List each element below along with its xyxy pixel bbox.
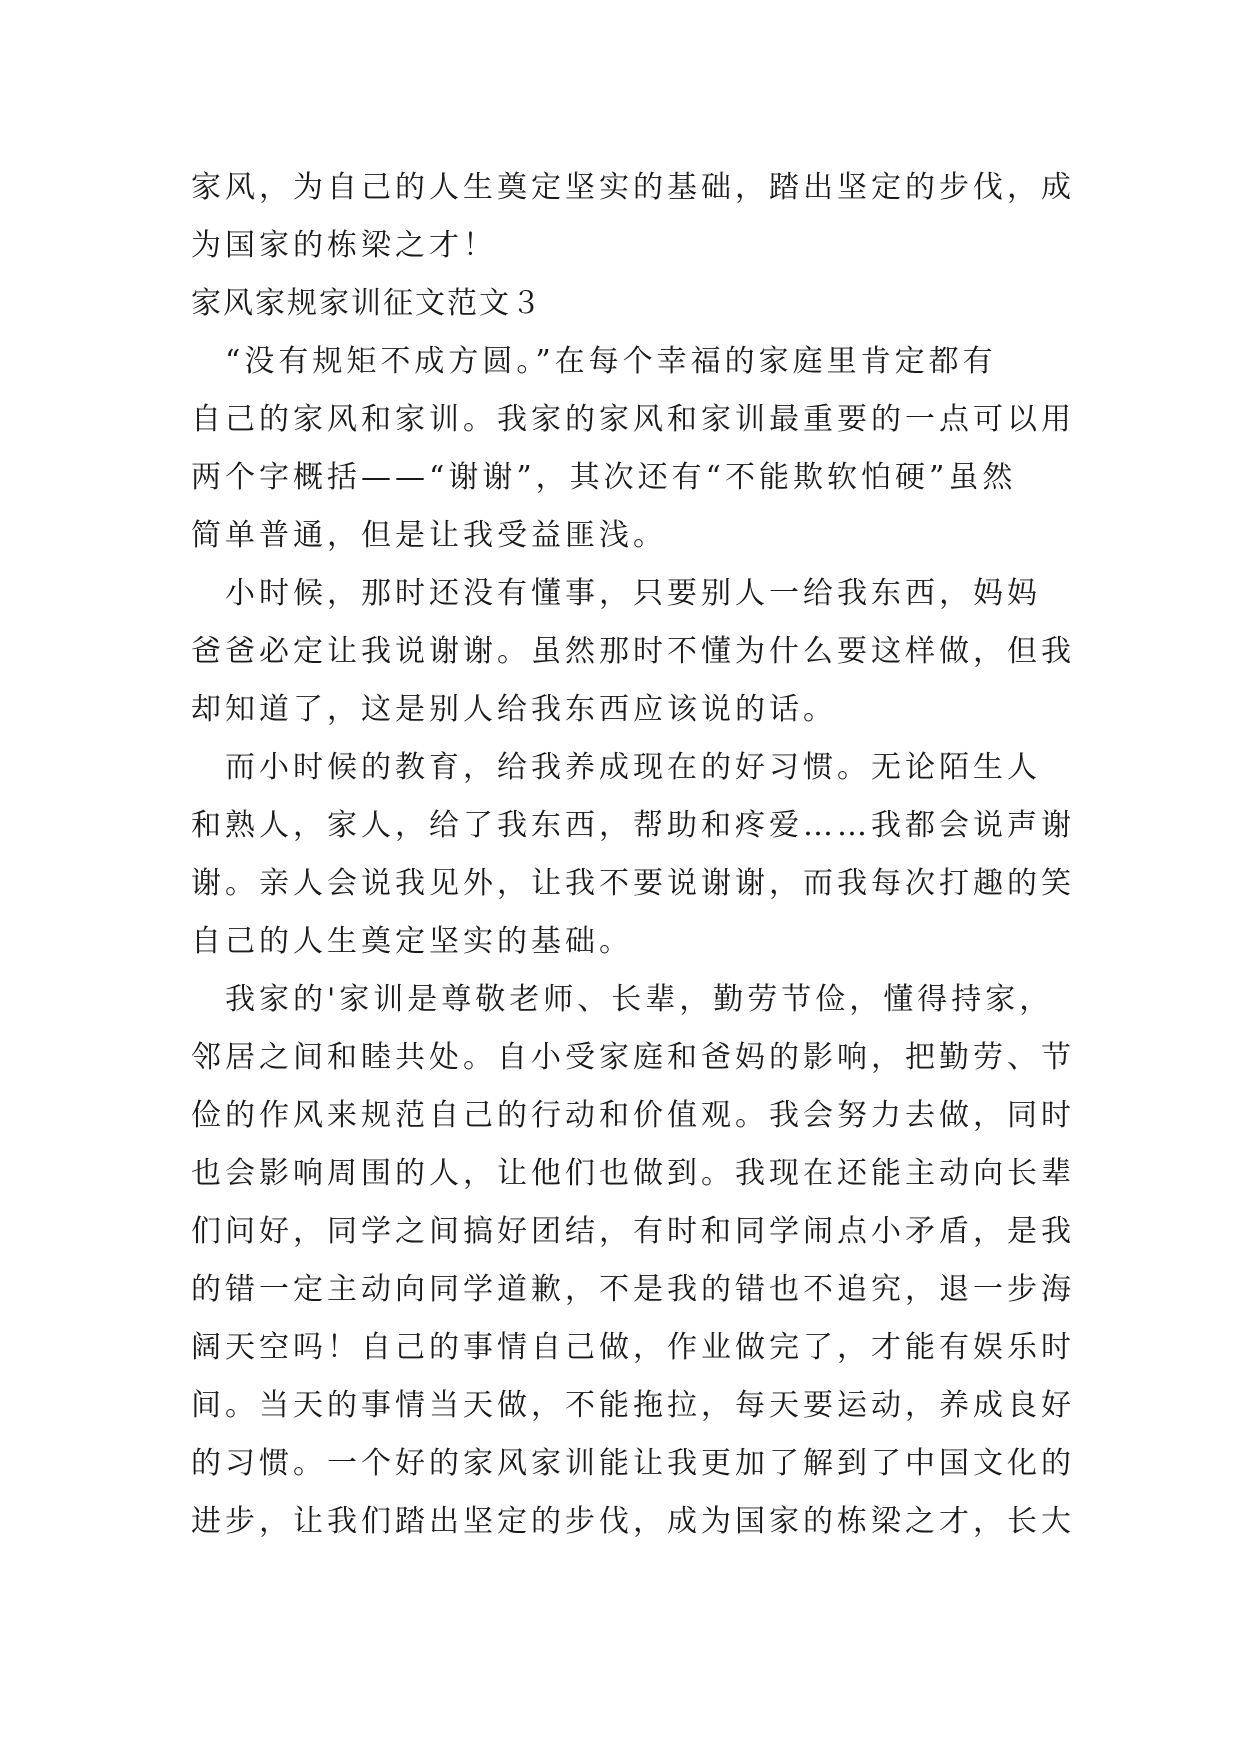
text-line: 的习惯。一个好的家风家训能让我更加了解到了中国文化的 bbox=[191, 1446, 1075, 1481]
text-line: 自己的家风和家训。我家的家风和家训最重要的一点可以用 bbox=[191, 402, 1075, 437]
text-line: 和熟人，家人，给了我东西，帮助和疼爱……我都会说声谢 bbox=[191, 808, 1075, 843]
text-line: 也会影响周围的人，让他们也做到。我现在还能主动向长辈 bbox=[191, 1156, 1075, 1191]
text-line: 间。当天的事情当天做，不能拖拉，每天要运动，养成良好 bbox=[191, 1388, 1075, 1423]
text-line: 谢。亲人会说我见外，让我不要说谢谢，而我每次打趣的笑 bbox=[191, 866, 1075, 901]
text-line: 家风，为自己的人生奠定坚实的基础，踏出坚定的步伐，成 bbox=[191, 170, 1075, 205]
paragraph-start: 小时候，那时还没有懂事，只要别人一给我东西，妈妈 bbox=[191, 576, 1041, 611]
text-line: 邻居之间和睦共处。自小受家庭和爸妈的影响，把勤劳、节 bbox=[191, 1040, 1075, 1075]
text-line: 自己的人生奠定坚实的基础。 bbox=[191, 924, 633, 959]
paragraph-start: 我家的'家训是尊敬老师、长辈，勤劳节俭，懂得持家， bbox=[191, 982, 1054, 1017]
text-line: 为国家的栋梁之才！ bbox=[191, 228, 497, 263]
text-line: 简单普通，但是让我受益匪浅。 bbox=[191, 518, 667, 553]
paragraph-start: “没有规矩不成方圆。”在每个幸福的家庭里肯定都有 bbox=[191, 344, 997, 379]
text-line: 却知道了，这是别人给我东西应该说的话。 bbox=[191, 692, 837, 727]
paragraph-start: 而小时候的教育，给我养成现在的好习惯。无论陌生人 bbox=[191, 750, 1041, 785]
text-line: 进步，让我们踏出坚定的步伐，成为国家的栋梁之才，长大 bbox=[191, 1504, 1075, 1539]
text-line: 的错一定主动向同学道歉，不是我的错也不追究，退一步海 bbox=[191, 1272, 1075, 1307]
section-title: 家风家规家训征文范文３ bbox=[191, 286, 543, 321]
text-line: 爸爸必定让我说谢谢。虽然那时不懂为什么要这样做，但我 bbox=[191, 634, 1075, 669]
text-line: 俭的作风来规范自己的行动和价值观。我会努力去做，同时 bbox=[191, 1098, 1075, 1133]
text-line: 两个字概括——“谢谢”，其次还有“不能欺软怕硬”虽然 bbox=[191, 460, 1017, 495]
text-line: 阔天空吗！自己的事情自己做，作业做完了，才能有娱乐时 bbox=[191, 1330, 1075, 1365]
text-line: 们问好，同学之间搞好团结，有时和同学闹点小矛盾，是我 bbox=[191, 1214, 1075, 1249]
